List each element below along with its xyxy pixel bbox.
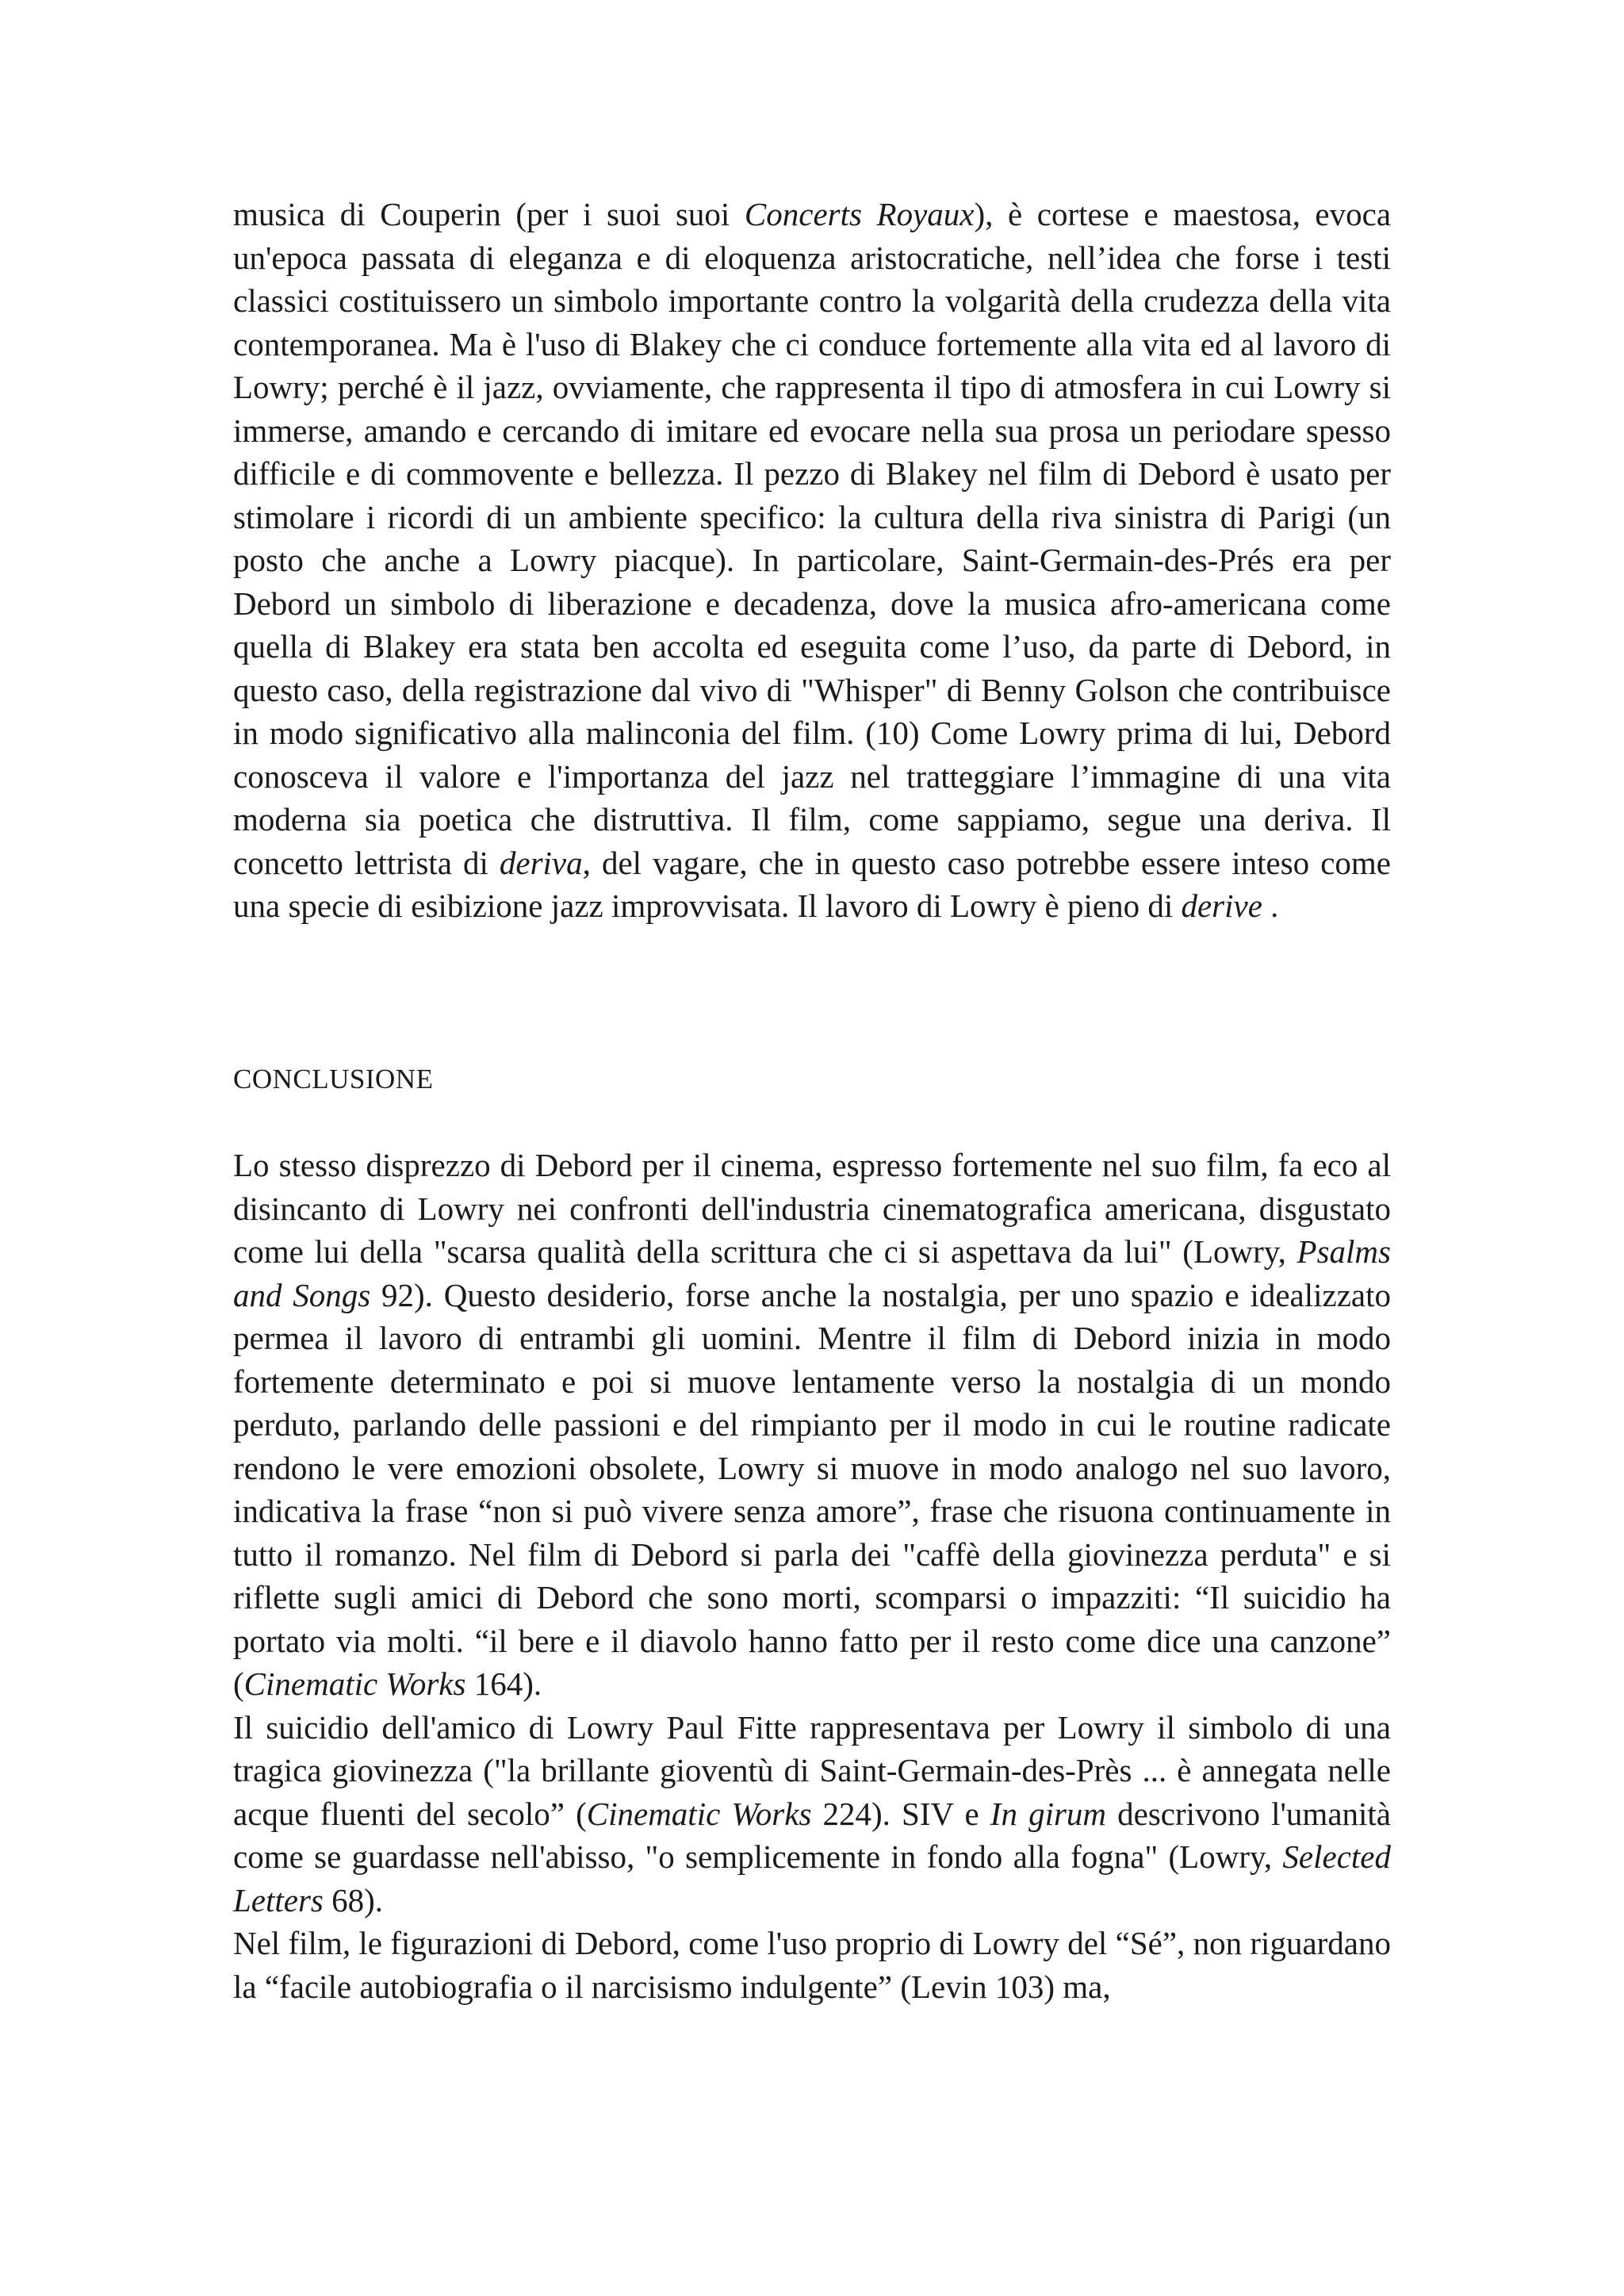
text-run: Il suicidio dell'amico di Lowry Paul Fitte rappresentava per Lowry il simbolo di una tragica giovinezza ("la brillante gioventù di Saint-Germain-des-Près ... è annegata nelle acque fluenti del secolo” (	[233, 1708, 1391, 1832]
paragraph-jazz-blakey	[233, 193, 1391, 928]
text-run: , del vagare, che in questo caso potrebbe essere inteso come una specie di esibizione jazz improvvisata. Il lavoro di Lowry è pieno di	[233, 844, 1391, 924]
text-run: ), è cortese e maestosa, evoca un'epoca passata di eleganza e di eloquenza aristocratiche, nell’idea che forse i testi classici costituissero un simbolo importante contro la volgarità della crudezza della vita contemporanea. Ma è l'uso di Blakey che ci conduce fortemente alla vita ed al lavoro di Lowry; perché è il jazz, ovviamente, che rappresenta il tipo di atmosfera in cui Lowry si immerse, amando e cercando di imitare ed evocare nella sua prosa un periodare spesso difficile e di commovente e bellezza. Il pezzo di Blakey nel film di Debord è usato per stimolare i ricordi di un ambiente specifico: la cultura della riva sinistra di Parigi (un posto che anche a Lowry piacque). In particolare, Saint-Germain-des-Prés era per Debord un simbolo di liberazione e decadenza, dove la musica afro-americana come quella di Blakey era stata ben accolta ed eseguita come l’uso, da parte di Debord, in questo caso, della registrazione dal vivo di "Whisper" di Benny Golson che contribuisce in modo significativo alla malinconia del film. (10) Come Lowry prima di lui, Debord conosceva il valore e l'importanza del jazz nel tratteggiare l’immagine di una vita moderna sia poetica che distruttiva. Il film, come sappiamo, segue una deriva. Il concetto lettrista di	[233, 196, 1392, 881]
paragraph-conclusion-3	[233, 1922, 1391, 2008]
text-run: descrivono l'umanità come se guardasse nell'abisso, "o semplicemente in fondo alla fogna" (Lowry,	[233, 1795, 1392, 1875]
text-run: musica di Couperin (per i suoi suoi	[233, 196, 745, 232]
italic-title-concerts-royaux: Concerts Royaux	[744, 196, 975, 232]
italic-title-cinematic-works: Cinematic Works	[586, 1795, 812, 1832]
text-run: 164).	[465, 1665, 542, 1702]
text-run: Lo stesso disprezzo di Debord per il cinema, espresso fortemente nel suo film, fa eco al disincanto di Lowry nei confronti dell'industria cinematografica americana, disgustato come lui della "scarsa qualità della scrittura che ci si aspettava da lui" (Lowry,	[233, 1147, 1391, 1270]
text-run: .	[1262, 887, 1279, 924]
italic-title-in-girum: In girum	[990, 1795, 1107, 1832]
paragraph-conclusion-1	[233, 1144, 1391, 1706]
document-page	[233, 193, 1391, 2008]
spacer	[233, 1101, 1391, 1144]
italic-term-deriva: deriva	[499, 844, 583, 881]
italic-title-psalms-and-songs: Psalms and Songs	[233, 1233, 1391, 1313]
italic-title-selected-letters: Selected Letters	[233, 1838, 1391, 1918]
paragraph-conclusion-2	[233, 1706, 1391, 1922]
italic-title-cinematic-works: Cinematic Works	[243, 1665, 466, 1702]
text-run: 68).	[323, 1881, 384, 1918]
text-run: Nel film, le figurazioni di Debord, come l'uso proprio di Lowry del “Sé”, non riguardano la “facile autobiografia o il narcisismo indulgente” (Levin 103) ma,	[233, 1925, 1391, 2005]
text-run: 92). Questo desiderio, forse anche la nostalgia, per uno spazio e idealizzato permea il lavoro di entrambi gli uomini. Mentre il film di Debord inizia in modo fortemente determinato e poi si muove lentamente verso la nostalgia di un mondo perduto, parlando delle passioni e del rimpianto per il modo in cui le routine radicate rendono le vere emozioni obsolete, Lowry si muove in modo analogo nel suo lavoro, indicativa la frase “non si può vivere senza amore”, frase che risuona continuamente in tutto il romanzo. Nel film di Debord si parla dei "caffè della giovinezza perduta" e si riflette sugli amici di Debord che sono morti, scomparsi o impazziti: “Il suicidio ha portato via molti. “il bere e il diavolo hanno fatto per il resto come dice una canzone” (	[233, 1276, 1391, 1702]
section-heading: CONCLUSIONE	[233, 1063, 434, 1094]
text-run: 224). SIV e	[811, 1795, 990, 1832]
italic-term-derive: derive	[1181, 887, 1262, 924]
spacer	[233, 928, 1391, 1058]
